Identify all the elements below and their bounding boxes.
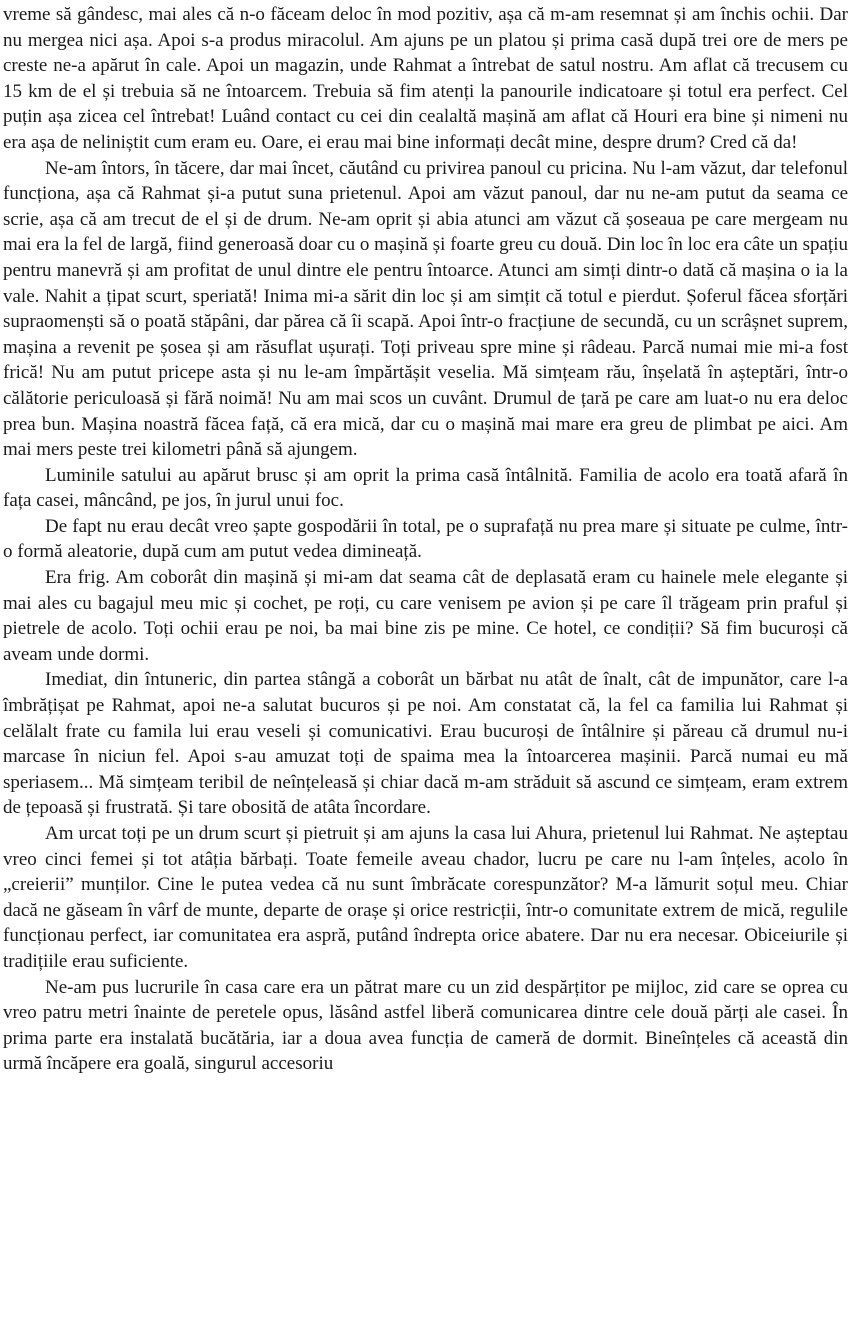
- paragraph-5: Era frig. Am coborât din mașină și mi-am dat seama cât de deplasată eram cu hainele mele elegante și mai ales cu bagajul meu mic și cochet, pe roți, cu care venisem pe avion și pe care îl trăgeam prin praful și pietrele de acolo. Toți ochii erau pe noi, ba mai bine zis pe mine. Ce hotel, ce condiții? Să fim bucuroși că aveam unde dormi.: [3, 567, 848, 665]
- paragraph-2: Ne-am întors, în tăcere, dar mai încet, căutând cu privirea panoul cu pricina. Nu l-am văzut, dar telefonul funcționa, așa că Rahmat și-a putut suna prietenul. Apoi am văzut panoul, dar nu ne-am putut da seama ce scrie, așa că am trecut de el și de drum. Ne-am oprit și abia atunci am văzut că șoseaua pe care mergeam nu mai era la fel de largă, fiind generoasă doar cu o mașină și foarte greu cu două. Din loc în loc era câte un spațiu pentru manevră și am profitat de unul dintre ele pentru întoarce. Atunci am simți dintr-o dată că mașina o ia la vale. Nahit a țipat scurt, speriată! Inima mi-a sărit din loc și am simțit că totul e pierdut. Șoferul făcea sforțări supraomenști să o poată stăpâni, dar părea că îi scapă. Apoi într-o fracțiune de secundă, cu un scrâșnet suprem, mașina a revenit pe șosea și am răsuflat ușurați. Toți priveau spre mine și râdeau. Parcă numai mie mi-a fost frică! Nu am putut pricepe asta și nu le-am împărtășit veselia. Mă simțeam rău, înșelată în așteptări, într-o călătorie periculoasă și fără noimă! Nu am mai scos un cuvânt. Drumul de țară pe care am luat-o nu era deloc prea bun. Mașina noastră făcea față, că era mică, dar cu o mașină mai mare era greu de plimbat pe aici. Am mai mers peste trei kilometri până să ajungem.: [3, 157, 848, 461]
- paragraph-8: Ne-am pus lucrurile în casa care era un pătrat mare cu un zid despărțitor pe mijloc, zid care se oprea cu vreo patru metri înainte de peretele opus, lăsând astfel liberă comunicarea dintre cele două părți ale casei. În prima parte era instalată bucătăria, iar a doua avea funcția de cameră de dormit. Bineînțeles că această din urmă încăpere era goală, singurul accesoriu: [3, 976, 848, 1075]
- paragraph-1: vreme să gândesc, mai ales că n-o făceam deloc în mod pozitiv, așa că m-am resemnat și am închis ochii. Dar nu mergea nici așa. Apoi s-a produs miracolul. Am ajuns pe un platou și prima casă după trei ore de mers pe creste ne-a apărut în cale. Apoi un magazin, unde Rahmat a întrebat de satul nostru. Am aflat că trecusem cu 15 km de el și trebuia să ne întoarcem. Trebuia să fim atenți la panourile indicatoare și totul era perfect. Cel puțin așa zicea cel întrebat! Luând contact cu cei din cealaltă mașină am aflat că Houri era bine și nimeni nu era așa de neliniștit cum eram eu. Oare, ei erau mai bine informați decât mine, despre drum? Cred că da!: [3, 4, 848, 153]
- paragraph-6: Imediat, din întuneric, din partea stângă a coborât un bărbat nu atât de înalt, cât de impunător, care l-a îmbrățișat pe Rahmat, apoi ne-a salutat bucuros și pe noi. Am constatat că, la fel ca familia lui Rahmat și celălalt frate cu famila lui erau veseli și comunicativi. Erau bucuroși de întâlnire și păreau că drumul nu-i marcase în niciun fel. Apoi s-au amuzat toți de spaima mea la întoarcerea mașinii. Parcă numai eu mă speriasem... Mă simțeam teribil de neînțeleasă și chiar dacă m-am străduit să ascund ce simțeam, eram extrem de țepoasă și frustrată. Și tare obosită de atâta încordare.: [3, 669, 848, 819]
- paragraph-4: De fapt nu erau decât vreo șapte gospodării în total, pe o suprafață nu prea mare și situate pe culme, într-o formă aleatorie, după cum am putut vedea dimineață.: [3, 515, 848, 563]
- paragraph-7: Am urcat toți pe un drum scurt și pietruit și am ajuns la casa lui Ahura, prietenul lui Rahmat. Ne așteptau vreo cinci femei și tot atâția bărbați. Toate femeile aveau chador, lucru pe care nu l-am înțeles, acolo în „creierii” munților. Cine le putea vedea că nu sunt îmbrăcate corespunzător? M-a lămurit soțul meu. Chiar dacă ne găseam în vârf de munte, departe de orașe și orice restricții, într-o comunitate extrem de mică, regulile funcționau perfect, iar comunitatea era aspră, putând îndrepta orice abatere. Dar nu era necesar. Obiceiurile și tradițiile erau suficiente.: [3, 823, 848, 972]
- paragraph-3: Luminile satului au apărut brusc și am oprit la prima casă întâlnită. Familia de acolo era toată afară în fața casei, mâncând, pe jos, în jurul unui foc.: [3, 464, 848, 512]
